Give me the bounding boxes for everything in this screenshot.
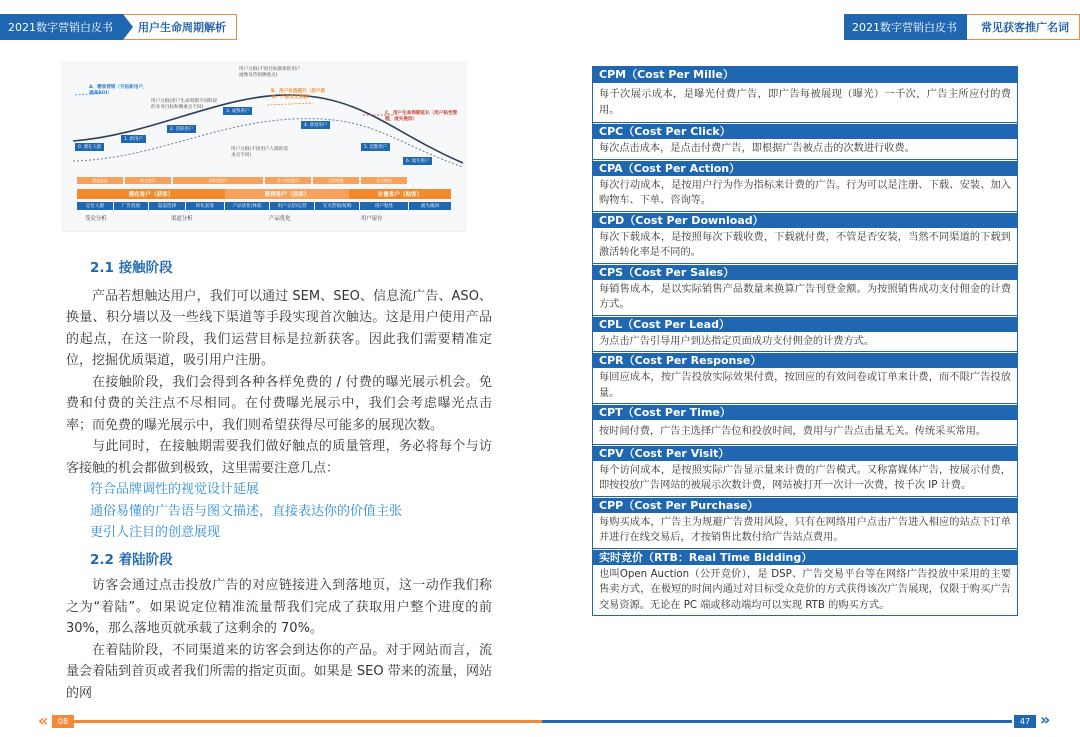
paragraph: 在着陆阶段，不同渠道来的访客会到达你的产品。对于网站而言，流量会着陆到首页或者我们所需的指定页面。如果是 SEO 带来的流量，网站的网 [66, 642, 492, 701]
lifecycle-diagram [62, 62, 466, 232]
term-desc: 每次点击成本，是点击付费广告，即根据广告被点击的次数进行收费。 [593, 139, 1017, 160]
stage-goal-cell: 活跃度提升 [173, 177, 263, 184]
annotation-a: A、精准营销（开拓新用户，提高ROI） [89, 85, 148, 96]
annotation-segment-2: 用户分群(用户生命周期不同阶段的业务目标和侧重点不同) [151, 99, 218, 110]
highlight-point: 通俗易懂的广告语与图文描述，直接表达你的价值主张 [90, 503, 403, 519]
stage-goal-cell: 精准投放 [77, 177, 123, 184]
header-right [844, 14, 1080, 40]
sub-cell: 转化获客 [186, 202, 224, 210]
highlight-point: 更引人注目的创意展现 [90, 525, 221, 540]
term-desc: 每回应成本，按广告投放实际效果付费，按回应的有效问卷或订单来计费，而不限广告投放量。 [593, 368, 1017, 404]
step-5: 5. 沉默用户 [361, 143, 390, 151]
stage-goal-cell: 用户价值提升 [265, 177, 311, 184]
stage-goal-cell: 转化提升 [125, 177, 171, 184]
left-body [66, 258, 492, 704]
stage-retain: 存量客户（粘客） [349, 189, 451, 199]
section-heading-2-2: 2.2 着陆阶段 [90, 551, 173, 568]
term-desc: 每次下载成本，是按照每次下载收费，下载就付费，不管是否安装，当然不同渠道的下载到激活转化率是不同的。 [593, 228, 1017, 264]
term-name: CPC（Cost Per Click） [593, 123, 1017, 139]
paragraph: 在接触阶段，我们会得到各种各样免费的 / 付费的曝光展示机会。免费和付费的关注点不尽相同。在付费曝光展示中，我们会考虑曝光点击率；而免费的曝光展示中，我们则希望获得尽可能多的展现次数。 [66, 374, 492, 433]
footer-label: 受众分析 [85, 216, 107, 222]
footer-left [38, 713, 542, 729]
footer-right [542, 713, 1042, 729]
step-1: 1. 新用户 [121, 135, 146, 143]
chevron-right-icon: » [1040, 710, 1051, 729]
term-desc: 每个访问成本，是按照实际广告显示量来计费的广告模式。又称富媒体广告，按展示付费，即按投放广告网站的被展示次数计费，网站被打开一次计一次费，按千次 IP 计费。 [593, 461, 1017, 497]
step-2: 2. 活跃用户 [167, 125, 196, 133]
term-desc: 按时间付费，广告主选择广告位和投放时间，费用与广告点击量无关。传统采买常用。 [593, 420, 1017, 445]
annotation-segment-3: 用户分群(不同用户人群的需求点不同) [231, 147, 288, 158]
header-book-title-right: 2021数字营销白皮书 [844, 14, 967, 40]
step-3: 3. 成熟用户 [223, 107, 252, 115]
stage-goal-cell: 沉默唤醒 [313, 177, 359, 184]
sub-cell: 流失挽回 [409, 202, 451, 210]
chevron-left-icon: « [38, 711, 49, 730]
annotation-segment-1: 用户分群(不同目标群体的用户画像及营销侧重点) [239, 67, 301, 78]
footer-label: 产品优化 [269, 216, 291, 222]
header-section-title-right: 常见获客推广名词 [967, 14, 1080, 40]
term-name: CPL（Cost Per Lead） [593, 316, 1017, 332]
term-desc: 为点击广告引导用户到达指定页面成功支付佣金的计费方式。 [593, 332, 1017, 353]
footer-label: 渠道分析 [171, 216, 193, 222]
sub-cell: 用户分层/运营 [270, 202, 314, 210]
stage-activate: 既得客户（活客） [225, 189, 349, 199]
terms-table [592, 66, 1018, 616]
sub-cell: 定位人群 [77, 202, 113, 210]
term-desc: 每购买成本，广告主为规避广告费用风险，只有在网络用户点击广告进入相应的站点下订单并进行在线交易后，才按销售比数付给广告站点费用。 [593, 513, 1017, 549]
term-desc: 每千次展示成本，是曝光付费广告，即广告每被展现（曝光）一千次，广告主所应付的费用。 [593, 83, 1017, 123]
page-number-left: 08 [52, 715, 74, 728]
term-desc: 也叫Open Auction（公开竞价），是 DSP、广告交易平台等在网络广告投放中采用的主要售卖方式，在极短的时间内通过对目标受众竞价的方式获得该次广告展现，仅限于购买广告交易资源。无论在 PC 端或移动端均可以实现 RTB 的购买方式。 [599, 568, 1011, 611]
annotation-c: C、用户生命周期延长（用户粘性管理，流失挽回） [385, 111, 458, 122]
step-0: 0. 潜在人群 [75, 143, 104, 151]
section-heading-2-1: 2.1 接触阶段 [90, 260, 173, 276]
term-name: CPD（Cost Per Download） [593, 212, 1017, 228]
stage-goal-row [77, 177, 407, 184]
header-left [0, 14, 237, 40]
sub-cell: 用户粘性 [360, 202, 408, 210]
sub-cell: 产品优化/体验 [225, 202, 269, 210]
highlight-point: 符合品牌调性的视觉设计延展 [90, 482, 260, 497]
paragraph: 访客会通过点击投放广告的对应链接进入到落地页，这一动作我们称之为“着陆”。如果说定位精准流量帮我们完成了获取用户整个进度的前 30%，那么落地页就承载了这剩余的 70%。 [66, 578, 492, 636]
term-name: CPS（Cost Per Sales） [593, 264, 1017, 280]
footer-label: 用户留存 [361, 216, 383, 222]
term-name: CPV（Cost Per Visit） [593, 445, 1017, 461]
header-book-title: 2021数字营销白皮书 [0, 14, 123, 40]
annotation-b: B、用户价值提升（用户留存，产品交叉营销） [271, 89, 326, 100]
sub-cell: 广告投放 [114, 202, 148, 210]
paragraph: 产品若想触达用户，我们可以通过 SEM、SEO、信息流广告、ASO、换量、积分墙以及一些线下渠道等手段实现首次触达。这是用户使用产品的起点，在这一阶段，我们运营目标是拉新获客。因此我们需要精准定位，挖掘优质渠道，吸引用户注册。 [66, 288, 492, 368]
sub-cell: 交叉营销/复购 [315, 202, 359, 210]
step-4: 4. 衰退用户 [301, 121, 330, 129]
term-name: CPT（Cost Per Time） [593, 404, 1017, 420]
paragraph: 与此同时，在接触期需要我们做好触点的质量管理，务必将每个与访客接触的机会都做到极致，这里需要注意几点： [66, 439, 492, 476]
sub-cell: 渠道选择 [149, 202, 185, 210]
step-6: 6. 流失用户 [403, 157, 432, 165]
stage-goal-cell: 流失挽回 [361, 177, 407, 184]
stage-bar [77, 189, 451, 199]
footer-rule-blue [542, 720, 1012, 723]
term-name: CPR（Cost Per Response） [593, 352, 1017, 368]
sub-cell-row [77, 202, 451, 210]
term-name: CPP（Cost Per Purchase） [593, 497, 1017, 513]
term-name: 实时竞价（RTB：Real Time Bidding） [593, 549, 1017, 565]
footer-rule-orange [74, 720, 542, 723]
term-name: CPA（Cost Per Action） [593, 160, 1017, 176]
page-number-right: 47 [1014, 715, 1036, 728]
term-desc: 每次行动成本，是按用户行为作为指标来计费的广告。行为可以是注册、下载、安装、加入购物车、下单、咨询等。 [593, 176, 1017, 212]
stage-acquire: 潜在客户（获客） [77, 189, 225, 199]
term-name: CPM（Cost Per Mille） [593, 67, 1017, 83]
header-section-title: 用户生命周期解析 [123, 14, 237, 40]
term-desc: 每销售成本，是以实际销售产品数量来换算广告刊登金额。为按照销售成功支付佣金的计费方式。 [593, 280, 1017, 316]
